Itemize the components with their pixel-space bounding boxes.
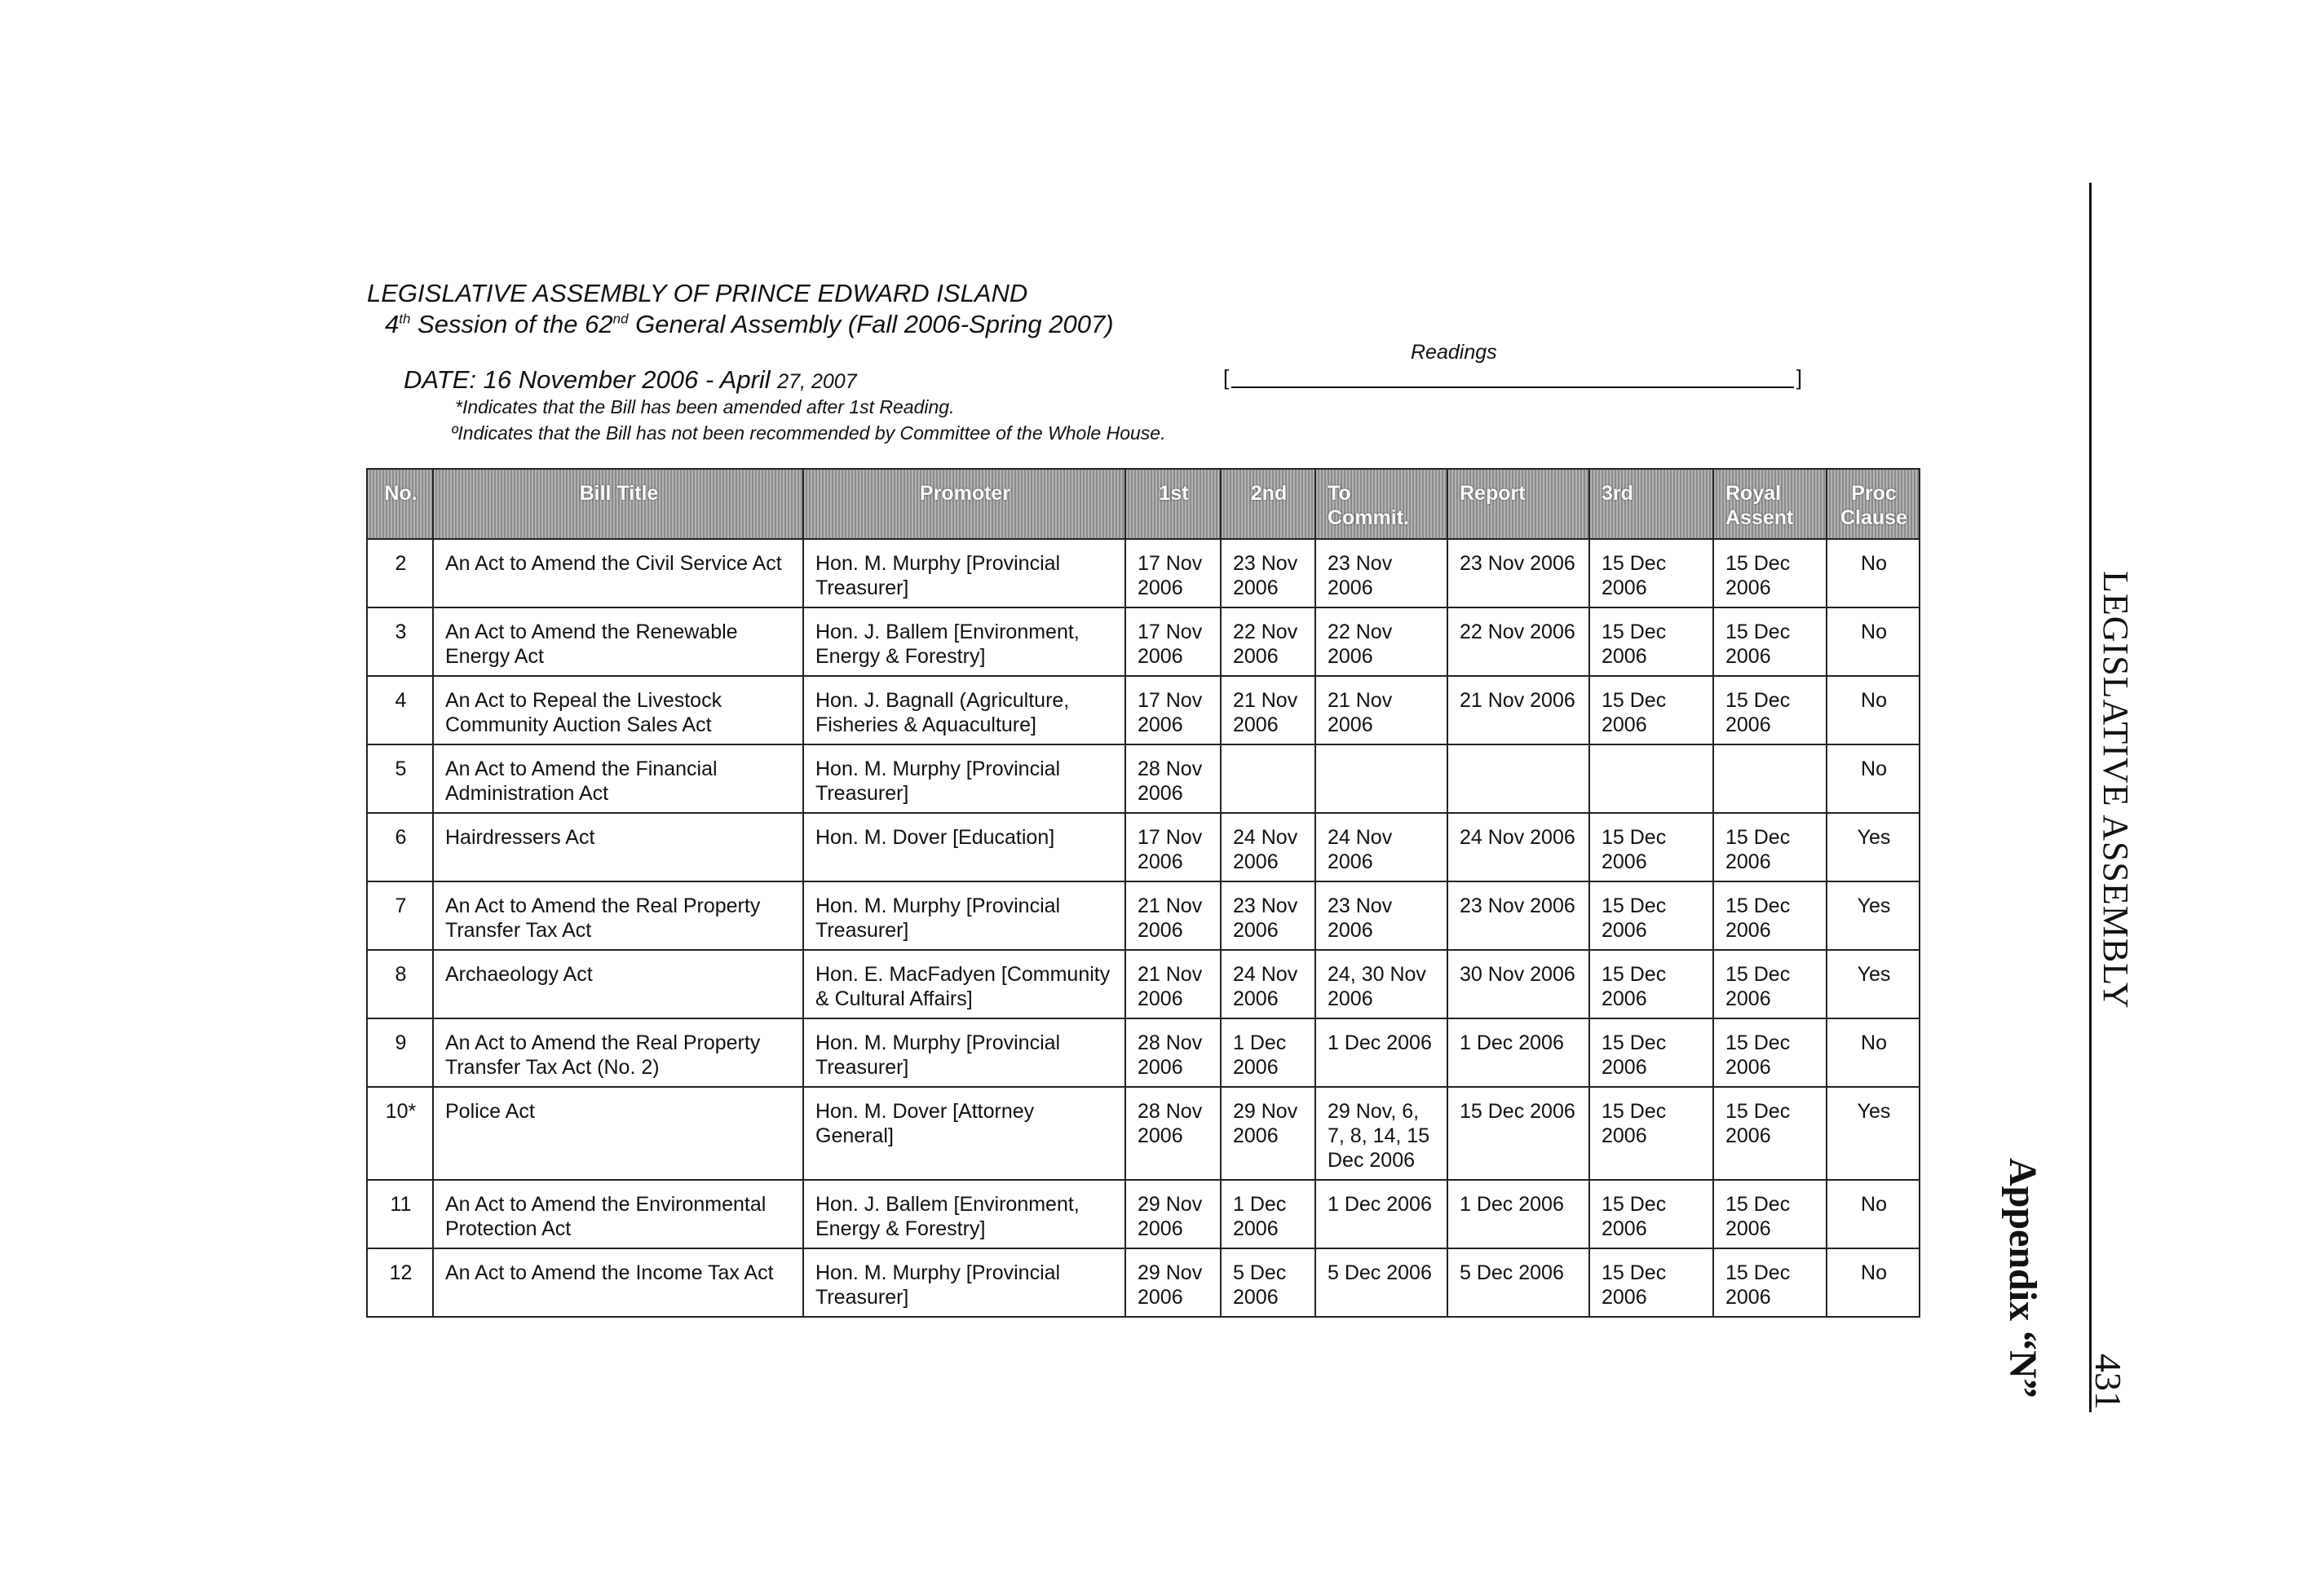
cell-to-commit: 21 Nov 2006 [1315, 676, 1447, 744]
cell-promoter: Hon. M. Murphy [Provincial Treasurer] [803, 744, 1125, 813]
cell-second-reading [1221, 744, 1315, 813]
cell-bill-title: An Act to Amend the Renewable Energy Act [433, 607, 803, 676]
cell-report: 15 Dec 2006 [1447, 1087, 1589, 1180]
cell-promoter: Hon. M. Dover [Education] [803, 813, 1125, 881]
cell-third-reading: 15 Dec 2006 [1589, 607, 1713, 676]
table-row [367, 676, 1920, 744]
table-row [367, 813, 1920, 881]
note-amended: *Indicates that the Bill has been amended after 1st Reading. [455, 396, 955, 417]
cell-no: 12 [367, 1248, 433, 1317]
readings-bracket: [ ] [1223, 365, 1802, 390]
cell-third-reading: 15 Dec 2006 [1589, 950, 1713, 1018]
cell-report [1447, 744, 1589, 813]
cell-third-reading: 15 Dec 2006 [1589, 1180, 1713, 1248]
cell-bill-title: Hairdressers Act [433, 813, 803, 881]
cell-proc-clause: Yes [1827, 881, 1920, 950]
cell-first-reading: 29 Nov 2006 [1125, 1248, 1221, 1317]
cell-bill-title: Archaeology Act [433, 950, 803, 1018]
cell-second-reading: 22 Nov 2006 [1221, 607, 1315, 676]
cell-proc-clause: Yes [1827, 813, 1920, 881]
cell-second-reading: 5 Dec 2006 [1221, 1248, 1315, 1317]
col-header-2nd: 2nd [1221, 469, 1315, 539]
readings-label: Readings [1411, 341, 1497, 364]
cell-second-reading: 23 Nov 2006 [1221, 881, 1315, 950]
cell-to-commit: 23 Nov 2006 [1315, 539, 1447, 607]
cell-third-reading: 15 Dec 2006 [1589, 1087, 1713, 1180]
cell-first-reading: 17 Nov 2006 [1125, 676, 1221, 744]
table-row [367, 1018, 1920, 1087]
cell-royal-assent: 15 Dec 2006 [1713, 881, 1827, 950]
cell-third-reading: 15 Dec 2006 [1589, 676, 1713, 744]
table-row [367, 881, 1920, 950]
cell-first-reading: 28 Nov 2006 [1125, 744, 1221, 813]
cell-royal-assent: 15 Dec 2006 [1713, 813, 1827, 881]
cell-second-reading: 1 Dec 2006 [1221, 1018, 1315, 1087]
cell-royal-assent: 15 Dec 2006 [1713, 1087, 1827, 1180]
table-row [367, 607, 1920, 676]
cell-no: 11 [367, 1180, 433, 1248]
cell-to-commit: 29 Nov, 6, 7, 8, 14, 15 Dec 2006 [1315, 1087, 1447, 1180]
cell-proc-clause: No [1827, 607, 1920, 676]
cell-first-reading: 29 Nov 2006 [1125, 1180, 1221, 1248]
cell-promoter: Hon. M. Murphy [Provincial Treasurer] [803, 881, 1125, 950]
page-number: 431 [2088, 1354, 2129, 1410]
cell-no: 4 [367, 676, 433, 744]
cell-royal-assent: 15 Dec 2006 [1713, 539, 1827, 607]
cell-promoter: Hon. M. Murphy [Provincial Treasurer] [803, 539, 1125, 607]
cell-second-reading: 23 Nov 2006 [1221, 539, 1315, 607]
cell-proc-clause: No [1827, 1180, 1920, 1248]
cell-bill-title: An Act to Repeal the Livestock Community Auction Sales Act [433, 676, 803, 744]
cell-report: 22 Nov 2006 [1447, 607, 1589, 676]
cell-third-reading: 15 Dec 2006 [1589, 539, 1713, 607]
cell-to-commit: 5 Dec 2006 [1315, 1248, 1447, 1317]
cell-proc-clause: No [1827, 539, 1920, 607]
cell-proc-clause: No [1827, 1248, 1920, 1317]
cell-proc-clause: Yes [1827, 1087, 1920, 1180]
cell-first-reading: 21 Nov 2006 [1125, 950, 1221, 1018]
cell-promoter: Hon. M. Murphy [Provincial Treasurer] [803, 1018, 1125, 1087]
cell-bill-title: Police Act [433, 1087, 803, 1180]
cell-promoter: Hon. J. Ballem [Environment, Energy & Forestry] [803, 607, 1125, 676]
cell-royal-assent: 15 Dec 2006 [1713, 950, 1827, 1018]
cell-proc-clause: Yes [1827, 950, 1920, 1018]
cell-no: 9 [367, 1018, 433, 1087]
cell-promoter: Hon. M. Dover [Attorney General] [803, 1087, 1125, 1180]
cell-royal-assent: 15 Dec 2006 [1713, 1018, 1827, 1087]
table-row [367, 1180, 1920, 1248]
cell-proc-clause: No [1827, 744, 1920, 813]
cell-royal-assent: 15 Dec 2006 [1713, 607, 1827, 676]
cell-royal-assent: 15 Dec 2006 [1713, 1180, 1827, 1248]
cell-first-reading: 28 Nov 2006 [1125, 1087, 1221, 1180]
document-title: LEGISLATIVE ASSEMBLY OF PRINCE EDWARD ISLAND [367, 279, 1028, 307]
cell-first-reading: 21 Nov 2006 [1125, 881, 1221, 950]
date-range: DATE: 16 November 2006 - April 27, 2007 [404, 365, 857, 394]
running-title: LEGISLATIVE ASSEMBLY [2096, 571, 2136, 1009]
cell-royal-assent [1713, 744, 1827, 813]
cell-bill-title: An Act to Amend the Income Tax Act [433, 1248, 803, 1317]
cell-second-reading: 21 Nov 2006 [1221, 676, 1315, 744]
cell-report: 30 Nov 2006 [1447, 950, 1589, 1018]
note-not-recommended: ºIndicates that the Bill has not been recommended by Committee of the Whole House. [451, 422, 1166, 444]
cell-no: 2 [367, 539, 433, 607]
cell-report: 1 Dec 2006 [1447, 1018, 1589, 1087]
table-row [367, 950, 1920, 1018]
cell-promoter: Hon. J. Ballem [Environment, Energy & Forestry] [803, 1180, 1125, 1248]
cell-report: 5 Dec 2006 [1447, 1248, 1589, 1317]
table-row [367, 1248, 1920, 1317]
cell-second-reading: 29 Nov 2006 [1221, 1087, 1315, 1180]
cell-no: 5 [367, 744, 433, 813]
cell-bill-title: An Act to Amend the Real Property Transfer Tax Act [433, 881, 803, 950]
cell-first-reading: 17 Nov 2006 [1125, 539, 1221, 607]
col-header-3rd: 3rd [1589, 469, 1713, 539]
cell-second-reading: 24 Nov 2006 [1221, 813, 1315, 881]
cell-royal-assent: 15 Dec 2006 [1713, 676, 1827, 744]
col-header-report: Report [1447, 469, 1589, 539]
cell-to-commit: 24 Nov 2006 [1315, 813, 1447, 881]
col-header-no: No. [367, 469, 433, 539]
cell-third-reading: 15 Dec 2006 [1589, 1018, 1713, 1087]
cell-bill-title: An Act to Amend the Real Property Transfer Tax Act (No. 2) [433, 1018, 803, 1087]
cell-second-reading: 1 Dec 2006 [1221, 1180, 1315, 1248]
cell-no: 3 [367, 607, 433, 676]
cell-proc-clause: No [1827, 676, 1920, 744]
session-line: 4th Session of the 62nd General Assembly (Fall 2006-Spring 2007) [385, 310, 1114, 338]
appendix-label: Appendix “N” [2001, 1158, 2044, 1398]
col-header-proc-clause: Proc Clause [1827, 469, 1920, 539]
cell-report: 23 Nov 2006 [1447, 881, 1589, 950]
cell-third-reading [1589, 744, 1713, 813]
cell-first-reading: 17 Nov 2006 [1125, 607, 1221, 676]
cell-bill-title: An Act to Amend the Environmental Protection Act [433, 1180, 803, 1248]
cell-report: 24 Nov 2006 [1447, 813, 1589, 881]
cell-report: 23 Nov 2006 [1447, 539, 1589, 607]
col-header-1st: 1st [1125, 469, 1221, 539]
bills-table [366, 468, 1920, 1318]
cell-report: 1 Dec 2006 [1447, 1180, 1589, 1248]
cell-no: 7 [367, 881, 433, 950]
cell-bill-title: An Act to Amend the Financial Administration Act [433, 744, 803, 813]
cell-promoter: Hon. E. MacFadyen [Community & Cultural Affairs] [803, 950, 1125, 1018]
cell-third-reading: 15 Dec 2006 [1589, 881, 1713, 950]
cell-to-commit: 1 Dec 2006 [1315, 1180, 1447, 1248]
cell-no: 8 [367, 950, 433, 1018]
cell-third-reading: 15 Dec 2006 [1589, 1248, 1713, 1317]
cell-royal-assent: 15 Dec 2006 [1713, 1248, 1827, 1317]
cell-promoter: Hon. J. Bagnall (Agriculture, Fisheries & Aquaculture] [803, 676, 1125, 744]
col-header-royal-assent: Royal Assent [1713, 469, 1827, 539]
cell-first-reading: 28 Nov 2006 [1125, 1018, 1221, 1087]
cell-to-commit: 24, 30 Nov 2006 [1315, 950, 1447, 1018]
cell-promoter: Hon. M. Murphy [Provincial Treasurer] [803, 1248, 1125, 1317]
table-row [367, 744, 1920, 813]
cell-to-commit: 22 Nov 2006 [1315, 607, 1447, 676]
table-header-row [367, 469, 1920, 539]
table-row [367, 539, 1920, 607]
cell-first-reading: 17 Nov 2006 [1125, 813, 1221, 881]
col-header-to-commit: To Commit. [1315, 469, 1447, 539]
cell-proc-clause: No [1827, 1018, 1920, 1087]
cell-to-commit: 1 Dec 2006 [1315, 1018, 1447, 1087]
cell-third-reading: 15 Dec 2006 [1589, 813, 1713, 881]
margin-rule [2089, 183, 2092, 1412]
cell-to-commit [1315, 744, 1447, 813]
col-header-promoter: Promoter [803, 469, 1125, 539]
cell-no: 10* [367, 1087, 433, 1180]
cell-bill-title: An Act to Amend the Civil Service Act [433, 539, 803, 607]
table-row [367, 1087, 1920, 1180]
cell-report: 21 Nov 2006 [1447, 676, 1589, 744]
col-header-bill-title: Bill Title [433, 469, 803, 539]
cell-second-reading: 24 Nov 2006 [1221, 950, 1315, 1018]
cell-no: 6 [367, 813, 433, 881]
cell-to-commit: 23 Nov 2006 [1315, 881, 1447, 950]
